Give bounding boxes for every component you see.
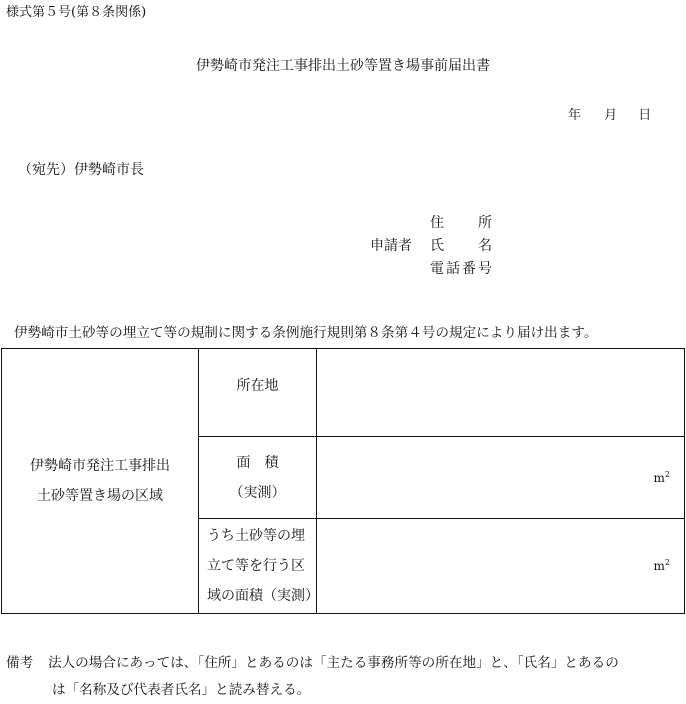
name-label: 氏 名 — [430, 238, 492, 254]
document-title: 伊勢崎市発注工事排出土砂等置き場事前届出書 — [196, 58, 490, 74]
statement-text: 伊勢崎市土砂等の埋立て等の規制に関する条例施行規則第８条第４号の規定により届け出ます。 — [14, 325, 598, 341]
location-row — [2, 349, 685, 437]
applicant-block — [370, 212, 510, 281]
area-label-line1: 面 積 — [236, 454, 279, 471]
date-year-label: 年 — [568, 108, 582, 123]
area-value-cell[interactable] — [317, 437, 685, 519]
remarks-line1 — [6, 650, 619, 677]
location-label-cell — [199, 349, 317, 437]
applicant-address-row — [370, 212, 510, 235]
row-header-line2: 土砂等置き場の区域 — [37, 488, 163, 504]
area-label-line2: （実測） — [229, 484, 286, 501]
location-value-cell[interactable] — [317, 349, 685, 437]
date-line — [568, 104, 651, 123]
date-month-label: 月 — [604, 108, 618, 123]
fill-area-label-cell — [199, 519, 317, 614]
site-area-row-header — [2, 349, 199, 614]
fill-area-label-line3: 域の面積（実測） — [207, 588, 319, 604]
fill-area-value-cell[interactable] — [317, 519, 685, 614]
remarks-text1: 法人の場合にあっては、「住所」とあるのは「主たる事務所等の所在地」と、「氏名」とあるの — [48, 655, 619, 671]
area-unit: $m^2$ — [653, 469, 670, 485]
applicant-name-row — [370, 235, 510, 258]
site-area-table — [1, 348, 685, 614]
remarks-label: 備考 — [6, 655, 34, 671]
remarks — [6, 650, 619, 704]
date-day-label: 日 — [638, 108, 652, 123]
applicant-phone-row — [370, 258, 510, 281]
address-label: 住 所 — [430, 215, 492, 231]
phone-label: 電話番号 — [430, 261, 492, 277]
row-header-line1: 伊勢崎市発注工事排出 — [30, 458, 170, 474]
area-label-cell — [199, 437, 317, 519]
addressee: （宛先）伊勢崎市長 — [18, 162, 144, 178]
remarks-line2: は「名称及び代表者氏名」と読み替える。 — [52, 682, 311, 698]
form-number: 様式第５号(第８条関係) — [6, 5, 147, 20]
fill-area-unit: $m^2$ — [653, 558, 670, 573]
fill-area-label-line1: うち土砂等の埋 — [207, 528, 305, 544]
location-label: 所在地 — [236, 377, 279, 394]
fill-area-label-line2: 立て等を行う区 — [207, 558, 305, 574]
applicant-prefix: 申請者 — [370, 238, 412, 254]
